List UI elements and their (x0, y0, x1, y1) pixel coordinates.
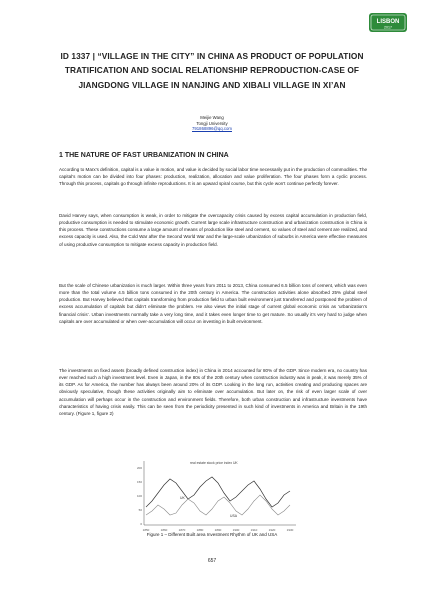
section-heading: 1 THE NATURE OF FAST URBANIZATION IN CHINA (59, 152, 229, 159)
conference-logo (369, 13, 407, 32)
figure-1-chart (130, 455, 300, 535)
series-label-usa: USA (230, 514, 237, 518)
y-tick-label: 50 (138, 508, 142, 512)
body-paragraph-2: David Harvey says, when consumption is weak, in order to mitigate the overcapacity crisis caused by excess capital accumulation in production field, productive consumption is needed to stimulate economic growth. Current large scale infrastructure construction and urbanization construction in China is this process. These constructions consume a large amount of means of production like steel and cement, so values of steel and cement are realized, and excess capacity is used. Also, the Cold War after the Second World War and the large-scale urbanization of suburbs in America were effective measures of using productive consumption to mitigate excess capacity in production field. (59, 213, 368, 247)
series-label-uk: UK (180, 496, 185, 500)
author-block (0, 115, 424, 132)
x-tick-label: 1930 (286, 528, 294, 532)
x-tick-label: 1850 (142, 528, 150, 532)
author-affiliation: Tongji University (196, 120, 228, 126)
x-tick-label: 1880 (196, 528, 204, 532)
y-tick-label: 150 (136, 480, 142, 484)
x-tick-label: 1870 (178, 528, 186, 532)
chart-label: real estate stock price index UK (190, 461, 238, 465)
logo-subtext: 2017 (384, 25, 392, 30)
body-paragraph-4: The investments on fixed assets (broadly defined construction index) in China in 2014 accounted for 80% of the GDP. Since modern era, no country has ever reached such a high investment level. Even in Japan, in the 80s of the 20th century when construction industry was in peak, it was merely 35% of its GDP. As for America, the number has always been around 20% of its GDP. Looking in the long run, activities creating and producing spaces are obviously speculative, though these activities originally aim to eliminate over accumulation. But later on, the risk of even larger scale of over accumulation will perhaps occur in the construction and environment fields. Therefore, both urban construction and infrastructure investments have characteristics of having crisis easily. This can be seen from the periodicity presented in such kind of investments in America and Britain in the 19th century. (Figure 1, figure 2) (59, 368, 367, 416)
figure-caption: Figure 1 – Different Built area Investment Rhythm of UK and USA (146, 532, 278, 537)
paper-title: ID 1337 | “VILLAGE IN THE CITY” IN CHINA AS PRODUCT OF POPULATION TRATIFICATION AND SOCIAL RELATIONSHIP REPRODUCTION-CASE OF JIANGDONG VILLAGE IN NANJING AND XIBALI VILLAGE IN XI’AN (60, 51, 364, 90)
body-paragraph-3: But the scale of Chinese urbanization is much larger. Within three years from 2011 to 2013, China consumed 6.5 billion tons of cement, which was even more than the total volume 4.5 billion tons consumed in the 20th century in America. The construction activities alone absorbed 25% global steel production. But Harvey believed that capitals transforming from production field to urban built environment just transferred and postponed the problem of excess accumulation of capitals but didn’t eliminate the problem. He also views the initial stage of current global economic crisis as ‘urbanization’s financial crisis’. Urban investments normally take a very long time, and it takes even longer time to get mature. So usually it’s very hard to judge when capitals are over accumulated or when over-accumulation will occur on investing in built environment. (59, 283, 367, 324)
author-name: Meijie Wang (200, 115, 224, 120)
x-tick-label: 1890 (214, 528, 222, 532)
logo-text: LISBON (376, 19, 400, 25)
x-tick-label: 1900 (232, 528, 240, 532)
body-paragraph-1: According to Marx’s definition, capital is a value in motion, and value is decided by social labor time necessarily put in the production of commodities. The capital’s motion can be divided into four phases: production, realization, allocation and value proliferation. The four phases form a cyclic process. Through this process, capitals go through infinite reproductions. It is an upward spiral course, but this cycle won’t continue perfectly forever. (59, 167, 367, 187)
page-number: 657 (207, 558, 217, 564)
x-tick-label: 1920 (268, 528, 276, 532)
x-tick-label: 1860 (160, 528, 168, 532)
author-email-link[interactable]: 791868896@qq.com (192, 126, 232, 132)
y-tick-label: 100 (136, 494, 142, 498)
x-tick-label: 1910 (250, 528, 258, 532)
y-tick-label: 0 (140, 522, 142, 526)
y-tick-label: 200 (136, 466, 142, 470)
